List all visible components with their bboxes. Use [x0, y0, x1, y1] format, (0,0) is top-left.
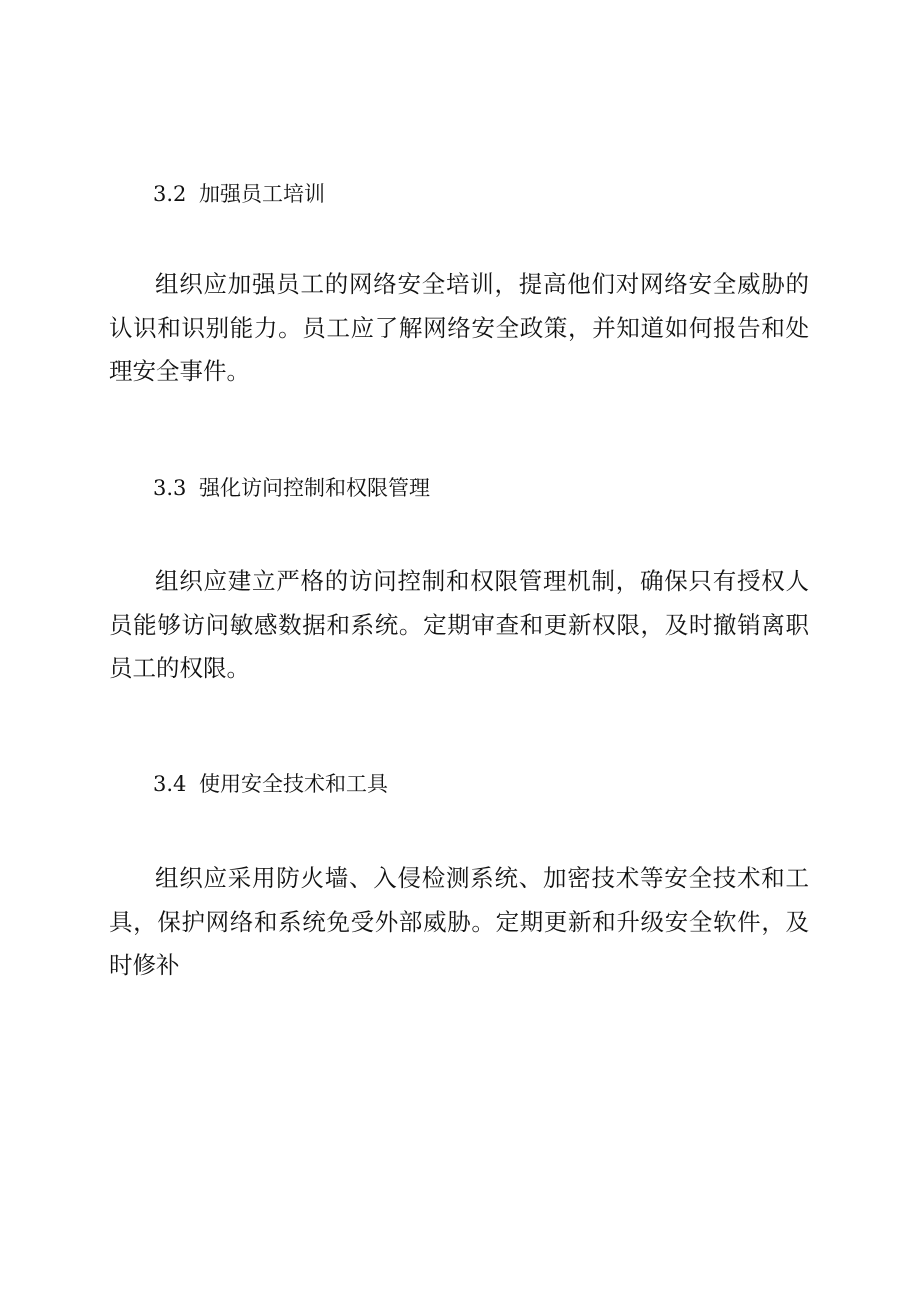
- section-paragraph-3-2: 组织应加强员工的网络安全培训，提高他们对网络安全威胁的认识和识别能力。员工应了解网络安全政策，并知道如何报告和处理安全事件。: [109, 270, 809, 385]
- section-number: 3.2: [153, 182, 187, 206]
- section-title: 加强员工培训: [199, 182, 325, 206]
- section-heading-3-2: [153, 181, 325, 207]
- section-number: 3.4: [153, 772, 187, 796]
- section-number: 3.3: [153, 476, 187, 500]
- section-title: 强化访问控制和权限管理: [199, 476, 430, 500]
- section-heading-3-4: [153, 771, 388, 797]
- section-heading-3-3: [153, 475, 430, 501]
- section-paragraph-3-4: 组织应采用防火墙、入侵检测系统、加密技术等安全技术和工具，保护网络和系统免受外部威胁。定期更新和升级安全软件，及时修补: [109, 864, 809, 979]
- section-paragraph-3-3: 组织应建立严格的访问控制和权限管理机制，确保只有授权人员能够访问敏感数据和系统。定期审查和更新权限，及时撤销离职员工的权限。: [109, 567, 809, 682]
- section-title: 使用安全技术和工具: [199, 772, 388, 796]
